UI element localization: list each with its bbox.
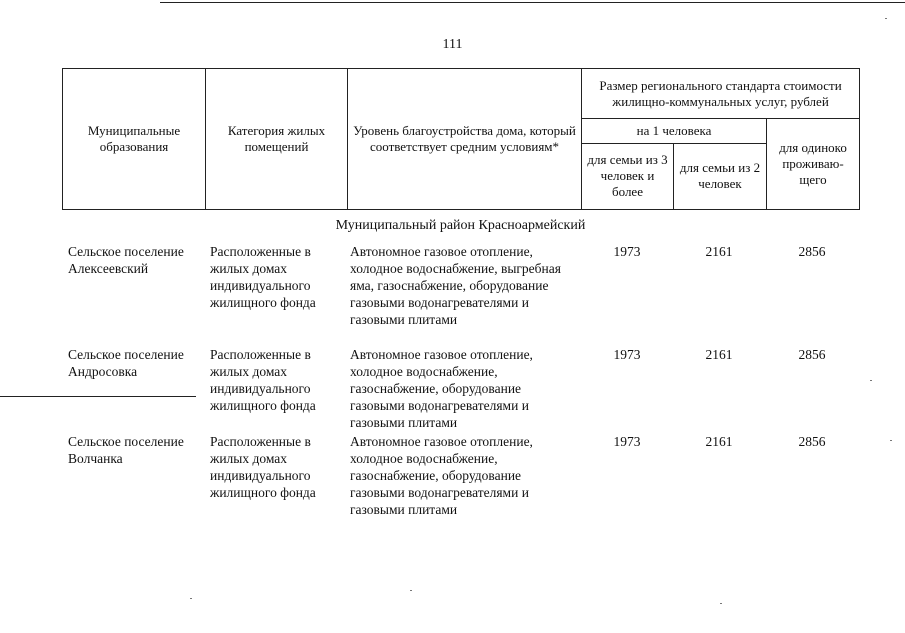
underline-mark — [0, 396, 196, 397]
municipality-cell: Сельское поселение Андросовка — [68, 347, 184, 379]
family3-value: 1973 — [613, 244, 641, 259]
category-cell: Расположенные в жилых домах индивидуального жилищного фонда — [210, 347, 316, 413]
header-level: Уровень благоустройства дома, который соответствует средним условиям* — [348, 69, 582, 210]
level-cell: Автономное газовое отопление, холодное водоснабжение, газоснабжение, оборудование газовыми водонагревателями и газовыми плитами — [350, 434, 533, 517]
level-cell: Автономное газовое отопление, холодное водоснабжение, газоснабжение, оборудование газовыми водонагревателями и газовыми плитами — [350, 347, 533, 430]
header-family3: для семьи из 3 человек и более — [582, 143, 674, 210]
municipality-cell: Сельское поселение Алексеевский — [68, 244, 184, 276]
scan-speck — [885, 18, 887, 19]
family3-value: 1973 — [613, 347, 641, 362]
top-rule — [160, 2, 905, 3]
category-cell: Расположенные в жилых домах индивидуального жилищного фонда — [210, 244, 316, 310]
scan-speck — [870, 380, 872, 381]
table-header — [62, 68, 860, 210]
header-family2: для семьи из 2 человек — [674, 143, 767, 210]
scan-speck — [720, 603, 722, 604]
single-value: 2856 — [798, 347, 826, 362]
header-category: Категория жилых помещений — [206, 69, 348, 210]
scan-speck — [890, 440, 892, 441]
single-value: 2856 — [798, 434, 826, 449]
family2-value: 2161 — [705, 347, 733, 362]
municipality-cell: Сельское поселение Волчанка — [68, 434, 184, 466]
family2-value: 2161 — [705, 244, 733, 259]
single-value: 2856 — [798, 244, 826, 259]
header-municipal: Муниципальные образования — [63, 69, 206, 210]
region-title: Муниципальный район Красноармейский — [335, 218, 586, 233]
page-number: 111 — [442, 37, 463, 52]
family2-value: 2161 — [705, 434, 733, 449]
header-per-person: на 1 человека — [582, 119, 767, 143]
header-single: для одиноко проживаю-щего — [767, 119, 860, 210]
header-standard: Размер регионального стандарта стоимости жилищно-коммунальных услуг, рублей — [582, 69, 860, 119]
scan-speck — [190, 598, 192, 599]
family3-value: 1973 — [613, 434, 641, 449]
category-cell: Расположенные в жилых домах индивидуального жилищного фонда — [210, 434, 316, 500]
scan-speck — [410, 590, 412, 591]
level-cell: Автономное газовое отопление, холодное водоснабжение, выгребная яма, газоснабжение, оборудование газовыми водонагревателями и газовыми плитами — [350, 244, 561, 327]
